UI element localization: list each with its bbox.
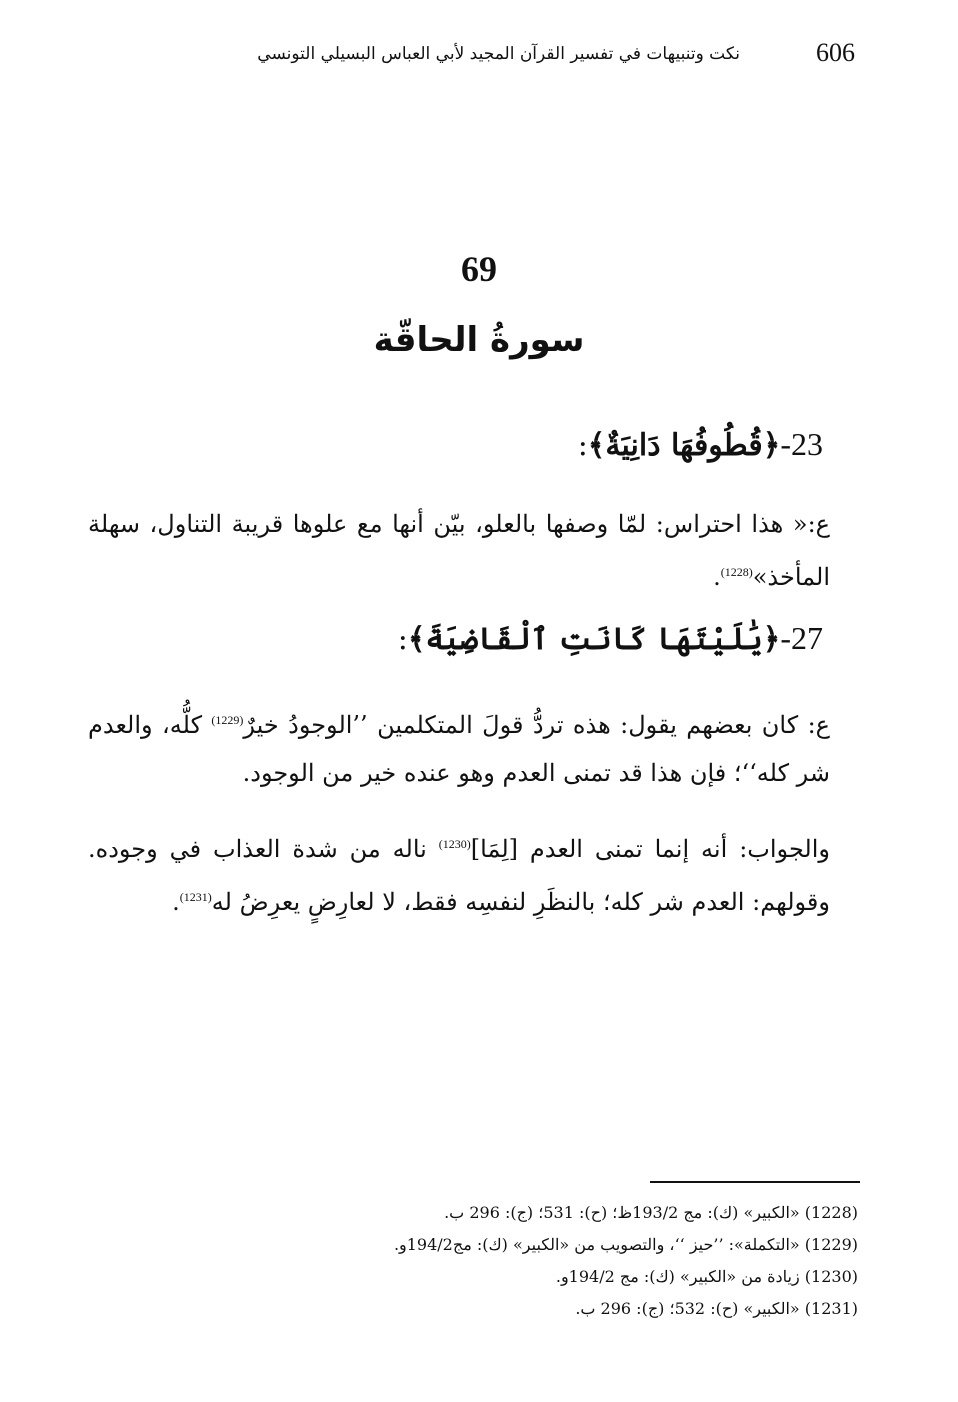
footnote-1229: (1229) «التكملة»: ’’حيز ‘‘، والتصويب من «الكبير» (ك): مج194/2و. — [393, 1235, 858, 1254]
paragraph-text: . — [713, 563, 721, 591]
footnote-ref: (1231) — [179, 890, 212, 904]
paragraph-text: ع: كان بعضهم يقول: هذه تردُّ قولَ المتكلمين ’’الوجودُ خيرٌ — [243, 711, 830, 739]
page-header — [257, 38, 855, 78]
page-number: 606 — [816, 38, 855, 67]
paragraph-text: . — [172, 888, 180, 916]
footnote-ref: (1228) — [720, 565, 753, 579]
verse-colon: : — [397, 622, 408, 657]
paragraph-text: ناله من شدة العذاب في وجوده. وقولهم: العدم شر كله؛ بالنظَرِ لنفسِه فقط، لا لعارِضٍ يعرِضُ له — [88, 835, 830, 916]
commentary-paragraph-3 — [88, 820, 830, 926]
footnote-ref: (1229) — [211, 713, 244, 727]
verse-text: ﴿قُطُوفُهَا دَانِيَةٌ﴾ — [587, 428, 781, 463]
verse-heading-27 — [398, 620, 823, 657]
verse-number: 23- — [780, 426, 823, 462]
paragraph-text: ع:« هذا احتراس: لمّا وصفها بالعلو، بيّن أنها مع علوها قريبة التناول، سهلة المأخذ» — [88, 510, 830, 591]
paragraph-text: والجواب: أنه إنما تمنى العدم [لِمَا] — [470, 835, 831, 863]
footnote-1228: (1228) «الكبير» (ك): مج 193/2ظ؛ (ح): 531؛ (ج): 296 ب. — [444, 1203, 858, 1222]
paragraph-text: كلُّه، والعدم شر كله‘‘؛ فإن هذا قد تمنى العدم وهو عنده خير من الوجود. — [88, 711, 830, 787]
verse-heading-23 — [578, 426, 823, 463]
footnote-ref: (1230) — [438, 837, 471, 851]
commentary-paragraph-1 — [88, 500, 830, 601]
footnote-1230: (1230) زيادة من «الكبير» (ك): مج 194/2و. — [555, 1267, 858, 1286]
verse-colon: : — [577, 428, 588, 463]
footnote-1231: (1231) «الكبير» (ح): 532؛ (ج): 296 ب. — [575, 1299, 858, 1318]
running-title: نكت وتنبيهات في تفسير القرآن المجيد لأبي العباس البسيلي التونسي — [257, 44, 740, 64]
commentary-paragraph-2 — [88, 696, 830, 797]
surah-number: 69 — [461, 249, 497, 289]
footnotes — [258, 1197, 858, 1325]
verse-text: ﴿يَٰلَيْتَهَا كَانَتِ ٱلْقَاضِيَةَ﴾ — [407, 622, 781, 657]
surah-title: سورةُ الحاقّة — [373, 320, 585, 360]
footnote-separator — [650, 1181, 860, 1183]
verse-number: 27- — [780, 620, 823, 656]
